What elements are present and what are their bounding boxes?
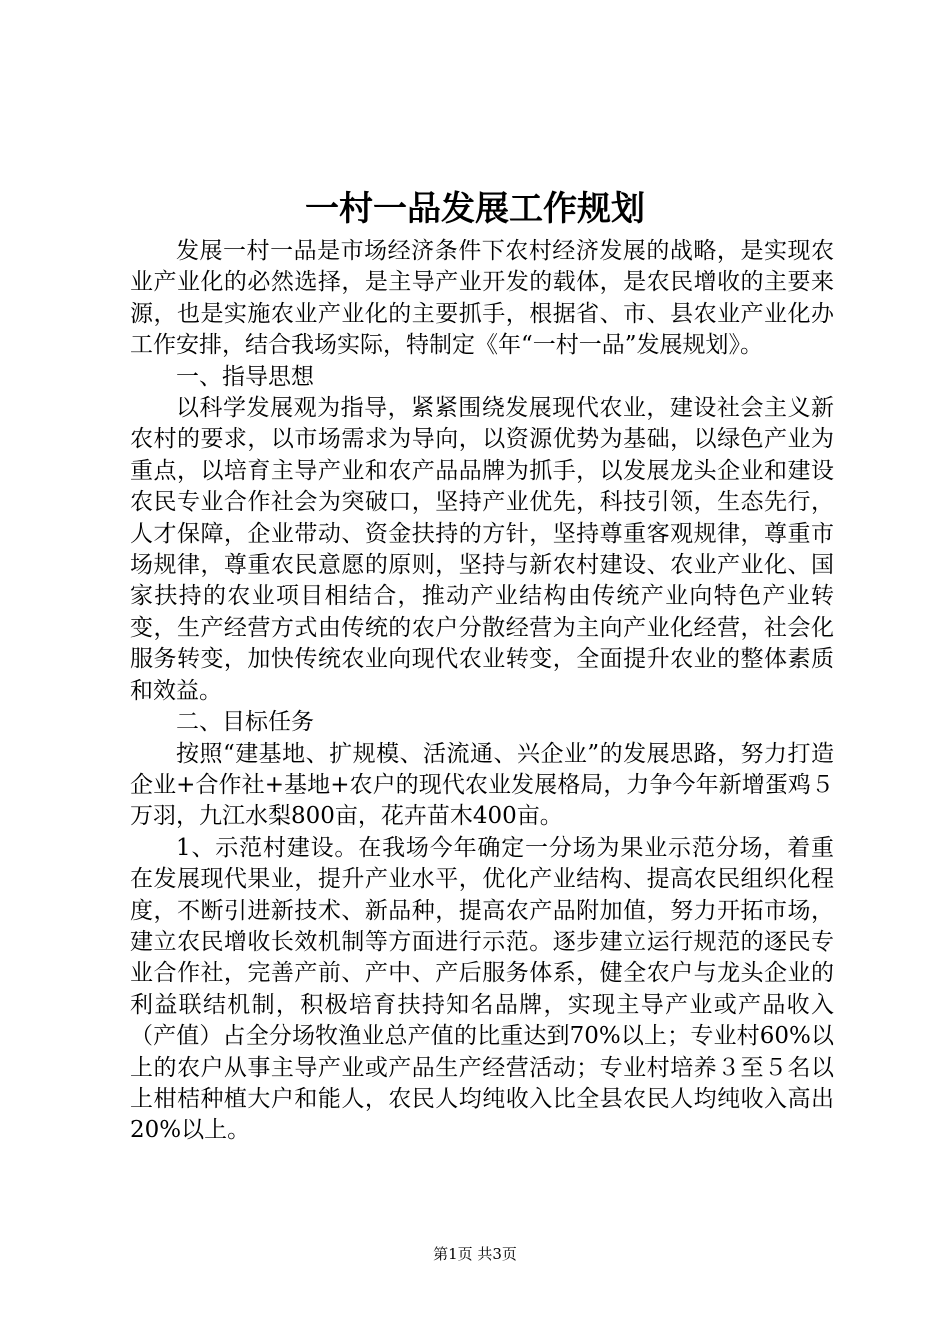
demo-village-paragraph: 1、示范村建设。在我场今年确定一分场为果业示范分场，着重在发展现代果业，提升产业水平，优化产业结构、提高农民组织化程度，不断引进新技术、新品种，提高农产品附加值，努力开拓市场，建立农民增收长效机制等方面进行示范。逐步建立运行规范的逐民专业合作社，完善产前、产中、产后服务体系，健全农户与龙头企业的利益联结机制，积极培育扶持知名品牌，实现主导产业或产品收入（产值）占全分场牧渔业总产值的比重达到70%以上；专业村60%以上的农户从事主导产业或产品生产经营活动；专业村培养３至５名以上柑桔种植大户和能人，农民人均纯收入比全县农民人均纯收入高出20%以上。 <box>130 834 834 1144</box>
intro-paragraph: 发展一村一品是市场经济条件下农村经济发展的战略，是实现农业产业化的必然选择，是主导产业开发的载体，是农民增收的主要来源，也是实施农业产业化的主要抓手，根据省、市、县农业产业化办工作安排，结合我场实际，特制定《年“一村一品”发展规划》。 <box>130 238 834 359</box>
section-heading-goals: 二、目标任务 <box>176 709 314 736</box>
page-number-footer: 第1页 共3页 <box>433 1245 517 1263</box>
section-heading-guiding-ideology: 一、指导思想 <box>176 363 314 390</box>
document-title: 一村一品发展工作规划 <box>305 189 645 229</box>
goals-paragraph: 按照“建基地、扩规模、活流通、兴企业”的发展思路，努力打造企业+合作社+基地+农户的现代农业发展格局，力争今年新增蛋鸡５万羽，九江水梨800亩，花卉苗木400亩。 <box>130 740 834 830</box>
document-body <box>130 236 834 1147</box>
guiding-ideology-paragraph: 以科学发展观为指导，紧紧围绕发展现代农业，建设社会主义新农村的要求，以市场需求为导向，以资源优势为基础，以绿色产业为重点，以培育主导产业和农产品品牌为抓手，以发展龙头企业和建设农民专业合作社会为突破口，坚持产业优先，科技引领，生态先行，人才保障，企业带动、资金扶持的方针，坚持尊重客观规律，尊重市场规律，尊重农民意愿的原则，坚持与新农村建设、农业产业化、国家扶持的农业项目相结合，推动产业结构由传统产业向特色产业转变，生产经营方式由传统的农户分散经营为主向产业化经营，社会化服务转变，加快传统农业向现代农业转变，全面提升农业的整体素质和效益。 <box>130 395 834 704</box>
